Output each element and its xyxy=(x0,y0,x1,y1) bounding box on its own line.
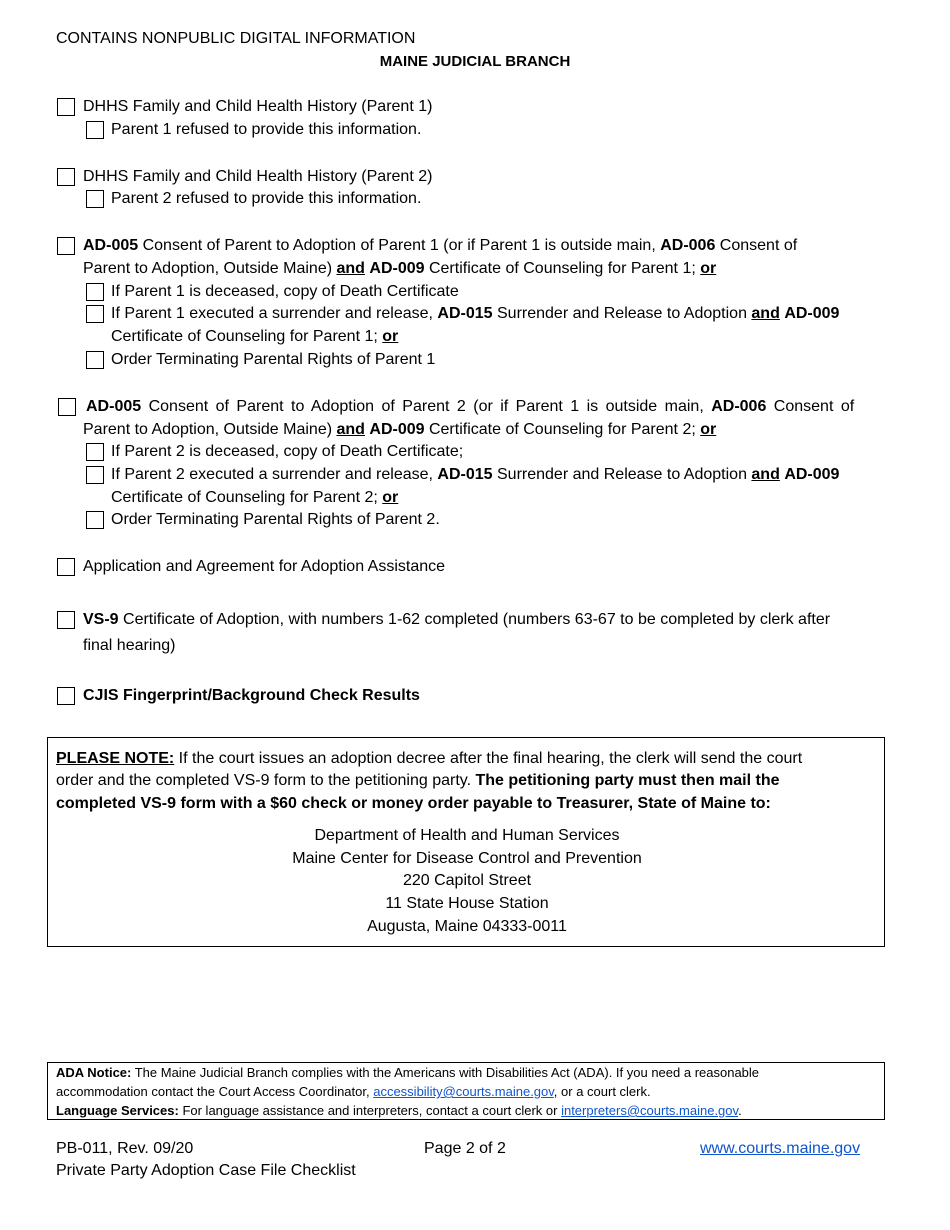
consent-text: Consent of xyxy=(766,398,855,415)
and-connector: and xyxy=(336,260,365,277)
ada-text: , or a court clerk. xyxy=(553,1084,651,1099)
consent-text: Consent of Parent to Adoption of Parent 2 (or if Parent 1 is outside main, xyxy=(141,398,712,415)
form-code: AD-009 xyxy=(369,421,425,438)
consent-text: Consent of Parent to Adoption of Parent 1 (or if Parent 1 is outside main, xyxy=(138,237,661,254)
form-title: Private Party Adoption Case File Checklist xyxy=(56,1162,356,1179)
or-connector: or xyxy=(700,421,717,438)
note-text: If the court issues an adoption decree after the final hearing, the clerk will send the court xyxy=(174,750,803,767)
consent-text: Certificate of Counseling for Parent 2; xyxy=(424,421,701,438)
or-connector: or xyxy=(700,260,717,277)
address-line: Maine Center for Disease Control and Prevention xyxy=(292,849,642,867)
adoption-assistance-label: Application and Agreement for Adoption Assistance xyxy=(83,558,446,575)
consent-text: Consent of xyxy=(715,237,798,254)
and-connector: and xyxy=(751,305,780,322)
vs9-line2: final hearing) xyxy=(83,637,176,654)
address-line: 11 State House Station xyxy=(385,895,549,913)
option-text: Certificate of Counseling for Parent 2; xyxy=(111,489,383,506)
mailing-address xyxy=(48,825,886,939)
vs9-line1 xyxy=(83,610,830,630)
address-line: 220 Capitol Street xyxy=(402,872,532,890)
parent1-surrender-line1 xyxy=(111,304,839,324)
parent2-refused-label: Parent 2 refused to provide this information. xyxy=(111,190,422,207)
page-number: Page 2 of 2 xyxy=(424,1140,506,1157)
consent-text: Parent to Adoption, Outside Maine) xyxy=(83,260,337,277)
consent-parent1-line1 xyxy=(83,236,797,256)
page-title: MAINE JUDICIAL BRANCH xyxy=(379,53,571,70)
address-line: Department of Health and Human Services xyxy=(314,827,620,844)
option-text: Certificate of Counseling for Parent 1; xyxy=(111,328,383,345)
form-code: AD-009 xyxy=(369,260,425,277)
form-id: PB-011, Rev. 09/20 xyxy=(56,1140,194,1157)
dhhs-parent1-label: DHHS Family and Child Health History (Parent 1) xyxy=(83,98,433,115)
checkbox-vs9[interactable] xyxy=(57,611,75,629)
ada-line3 xyxy=(56,1101,742,1120)
checkbox-parent1-terminated[interactable] xyxy=(86,351,104,369)
and-connector: and xyxy=(336,421,365,438)
form-code: AD-006 xyxy=(660,237,716,254)
note-heading: PLEASE NOTE: xyxy=(56,750,175,767)
accessibility-email-link[interactable]: accessibility@courts.maine.gov xyxy=(373,1084,554,1099)
note-line1 xyxy=(56,749,802,769)
form-code: AD-006 xyxy=(711,398,767,415)
checkbox-parent2-surrender[interactable] xyxy=(86,466,104,484)
consent-parent2-line2 xyxy=(83,420,716,440)
interpreters-email-link[interactable]: interpreters@courts.maine.gov xyxy=(561,1103,739,1118)
form-code: AD-015 xyxy=(437,305,493,322)
checkbox-parent1-surrender[interactable] xyxy=(86,305,104,323)
note-line3: completed VS-9 form with a $60 check or money order payable to Treasurer, State of Maine to: xyxy=(56,795,771,812)
option-text: Surrender and Release to Adoption xyxy=(492,305,752,322)
ada-line1 xyxy=(56,1063,759,1082)
checkbox-parent2-refused[interactable] xyxy=(86,190,104,208)
consent-parent1-line2 xyxy=(83,259,716,279)
checkbox-parent2-terminated[interactable] xyxy=(86,511,104,529)
checkbox-consent-parent1[interactable] xyxy=(57,237,75,255)
option-text: If Parent 1 executed a surrender and release, xyxy=(111,305,438,322)
note-bold-text: The petitioning party must then mail the xyxy=(475,772,780,789)
consent-text: Certificate of Counseling for Parent 1; xyxy=(424,260,701,277)
checkbox-parent1-deceased[interactable] xyxy=(86,283,104,301)
form-code: VS-9 xyxy=(83,611,119,628)
language-services-label: Language Services: xyxy=(56,1103,179,1118)
ada-text: The Maine Judicial Branch complies with the Americans with Disabilities Act (ADA). If you need a reasonable xyxy=(131,1065,760,1080)
checkbox-parent1-refused[interactable] xyxy=(86,121,104,139)
checkbox-dhhs-parent1[interactable] xyxy=(57,98,75,116)
parent2-surrender-line2 xyxy=(111,488,398,508)
parent2-surrender-line1 xyxy=(111,465,839,485)
parent2-deceased-label: If Parent 2 is deceased, copy of Death Certificate; xyxy=(111,443,464,460)
option-text: Surrender and Release to Adoption xyxy=(492,466,752,483)
ada-line2 xyxy=(56,1082,651,1101)
website-link[interactable]: www.courts.maine.gov xyxy=(700,1140,861,1157)
or-connector: or xyxy=(382,489,399,506)
form-code: AD-009 xyxy=(784,466,840,483)
consent-parent2-line1 xyxy=(86,397,854,417)
consent-text: Parent to Adoption, Outside Maine) xyxy=(83,421,337,438)
please-note-box xyxy=(47,737,885,947)
form-code: AD-005 xyxy=(83,237,139,254)
checkbox-dhhs-parent2[interactable] xyxy=(57,168,75,186)
parent1-deceased-label: If Parent 1 is deceased, copy of Death Certificate xyxy=(111,283,459,300)
checkbox-consent-parent2[interactable] xyxy=(58,398,76,416)
or-connector: or xyxy=(382,328,399,345)
option-text: If Parent 2 executed a surrender and release, xyxy=(111,466,438,483)
cjis-label: CJIS Fingerprint/Background Check Results xyxy=(83,687,420,704)
form-code: AD-005 xyxy=(86,398,142,415)
parent1-surrender-line2 xyxy=(111,327,398,347)
address-line: Augusta, Maine 04333-0011 xyxy=(367,917,567,935)
ada-text: For language assistance and interpreters, contact a court clerk or xyxy=(178,1103,562,1118)
vs9-text: Certificate of Adoption, with numbers 1-62 completed (numbers 63-67 to be completed by clerk after xyxy=(118,611,831,628)
and-connector: and xyxy=(751,466,780,483)
form-code: AD-009 xyxy=(784,305,840,322)
checkbox-cjis[interactable] xyxy=(57,687,75,705)
parent1-refused-label: Parent 1 refused to provide this information. xyxy=(111,121,422,138)
checkbox-parent2-deceased[interactable] xyxy=(86,443,104,461)
parent1-terminated-label: Order Terminating Parental Rights of Parent 1 xyxy=(111,351,436,368)
note-line2 xyxy=(56,771,780,791)
form-code: AD-015 xyxy=(437,466,493,483)
ada-text: accommodation contact the Court Access Coordinator, xyxy=(56,1084,374,1099)
confidential-notice: CONTAINS NONPUBLIC DIGITAL INFORMATION xyxy=(56,30,416,47)
ada-text: . xyxy=(738,1103,742,1118)
ada-label: ADA Notice: xyxy=(56,1065,132,1080)
dhhs-parent2-label: DHHS Family and Child Health History (Parent 2) xyxy=(83,168,433,185)
checkbox-adoption-assistance[interactable] xyxy=(57,558,75,576)
ada-notice-box xyxy=(47,1062,885,1120)
note-text: order and the completed VS-9 form to the petitioning party. xyxy=(56,772,476,789)
parent2-terminated-label: Order Terminating Parental Rights of Parent 2. xyxy=(111,511,440,528)
